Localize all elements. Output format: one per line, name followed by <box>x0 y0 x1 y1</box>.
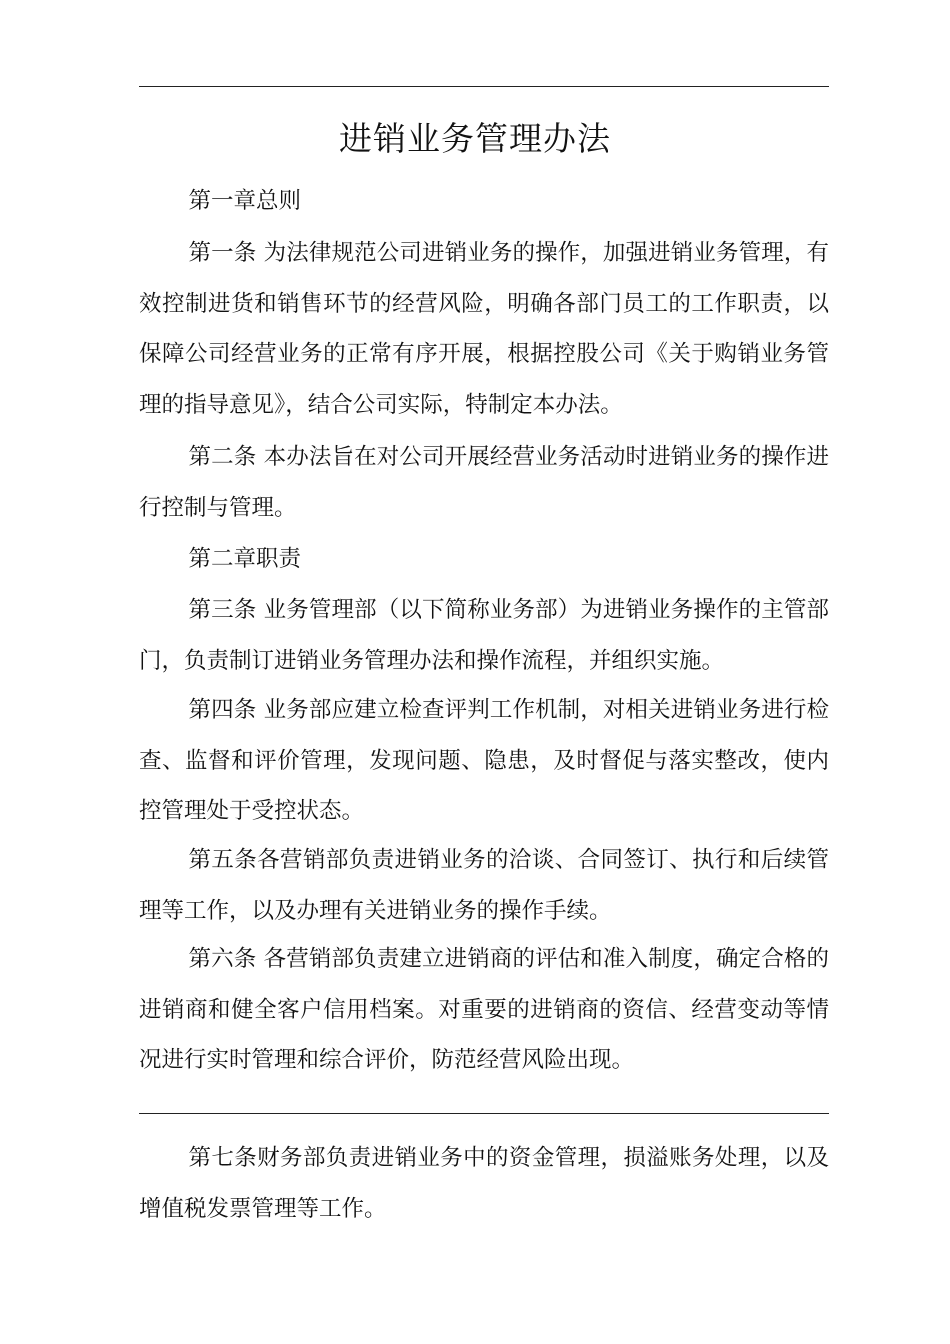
article-2: 第二条 本办法旨在对公司开展经营业务活动时进销业务的操作进行控制与管理。 <box>139 444 829 521</box>
chapter-2-heading: 第二章职责 <box>188 546 302 572</box>
article-6: 第六条 各营销部负责建立进销商的评估和准入制度，确定合格的进销商和健全客户信用档案。对重要的进销商的资信、经营变动等情况进行实时管理和综合评价，防范经营风险出现。 <box>139 946 829 1073</box>
article-1: 第一条 为法律规范公司进销业务的操作，加强进销业务管理，有效控制进货和销售环节的经营风险，明确各部门员工的工作职责，以保障公司经营业务的正常有序开展，根据控股公司《关于购销业务管理的指导意见》，结合公司实际，特制定本办法。 <box>139 240 829 418</box>
article-5: 第五条各营销部负责进销业务的洽谈、合同签订、执行和后续管理等工作，以及办理有关进销业务的操作手续。 <box>139 847 829 924</box>
article-4: 第四条 业务部应建立检查评判工作机制，对相关进销业务进行检查、监督和评价管理，发现问题、隐患，及时督促与落实整改，使内控管理处于受控状态。 <box>139 697 829 824</box>
header-rule <box>139 86 829 87</box>
page-break-rule <box>139 1113 829 1114</box>
document-title: 进销业务管理办法 <box>339 119 611 158</box>
article-7: 第七条财务部负责进销业务中的资金管理，损溢账务处理，以及增值税发票管理等工作。 <box>139 1145 829 1222</box>
article-3: 第三条 业务管理部（以下简称业务部）为进销业务操作的主管部门，负责制订进销业务管理办法和操作流程，并组织实施。 <box>139 597 829 674</box>
chapter-1-heading: 第一章总则 <box>188 188 302 214</box>
